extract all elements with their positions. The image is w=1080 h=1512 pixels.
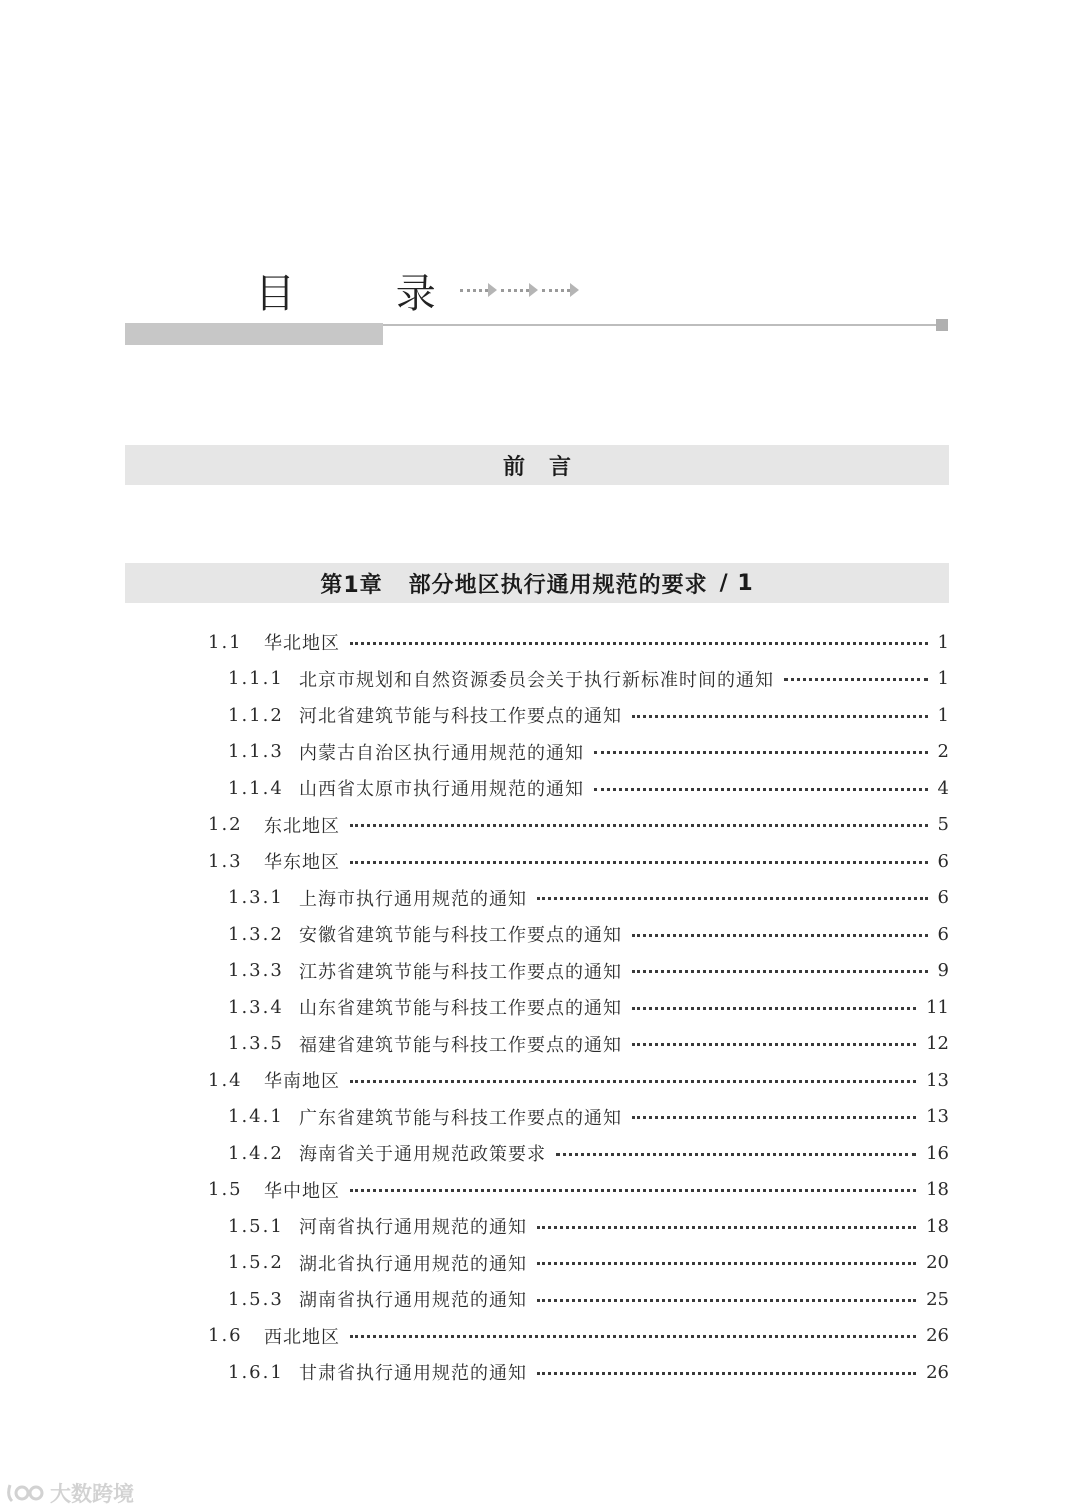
chapter-title: 部分地区执行通用规范的要求 — [408, 572, 708, 598]
toc-entry-page: 6 — [937, 887, 949, 908]
toc-entry-number: 1.3.5 — [228, 1033, 284, 1054]
toc-entry-label: 江苏省建筑节能与科技工作要点的通知 — [299, 961, 622, 983]
watermark — [6, 1478, 134, 1508]
toc-dot-leader — [556, 1153, 916, 1156]
toc-subsection-entry[interactable] — [228, 1099, 949, 1135]
toc-entry-label: 甘肃省执行通用规范的通知 — [299, 1363, 527, 1384]
toc-dot-leader — [784, 678, 928, 681]
arrow-right-icon — [542, 283, 579, 297]
title-rule-block — [125, 323, 383, 345]
toc-entry-label: 湖南省执行通用规范的通知 — [299, 1290, 527, 1311]
toc-entry-label: 湖北省执行通用规范的通知 — [299, 1253, 527, 1275]
toc-entry-page: 18 — [926, 1215, 949, 1237]
decorative-arrows — [460, 283, 579, 297]
toc-entry-number: 1.4.1 — [228, 1106, 284, 1127]
toc-entry-page: 1 — [937, 631, 949, 653]
toc-entry-page: 13 — [926, 1106, 949, 1127]
toc-entry-page: 9 — [937, 960, 949, 981]
toc-entry-page: 2 — [937, 741, 949, 762]
toc-entry-page: 25 — [926, 1288, 949, 1310]
arrow-right-icon — [501, 283, 538, 297]
toc-dot-leader — [350, 824, 928, 827]
toc-entry-label: 广东省建筑节能与科技工作要点的通知 — [299, 1107, 622, 1129]
watermark-text: 大数跨境 — [50, 1482, 134, 1506]
toc-entry-page: 1 — [937, 704, 949, 726]
preface-heading[interactable] — [125, 445, 949, 485]
toc-dot-leader — [537, 1372, 916, 1375]
toc-entry-label: 东北地区 — [264, 815, 340, 837]
toc-entry-number: 1.5 — [208, 1179, 243, 1200]
toc-section-entry[interactable] — [208, 1318, 949, 1354]
toc-dot-leader — [632, 1007, 916, 1010]
toc-entry-label: 北京市规划和自然资源委员会关于执行新标准时间的通知 — [299, 669, 774, 691]
toc-entry-page: 16 — [926, 1142, 949, 1164]
toc-dot-leader — [632, 970, 928, 973]
toc-subsection-entry[interactable] — [228, 1208, 949, 1244]
toc-entry-page: 5 — [937, 814, 949, 835]
toc-subsection-entry[interactable] — [228, 989, 949, 1025]
toc-entry-label: 安徽省建筑节能与科技工作要点的通知 — [299, 925, 622, 946]
toc-section-entry[interactable] — [208, 843, 949, 879]
toc-entry-number: 1.3.2 — [228, 923, 284, 945]
toc-subsection-entry[interactable] — [228, 661, 949, 697]
toc-subsection-entry[interactable] — [228, 1135, 949, 1171]
chapter-page: / 1 — [719, 570, 754, 596]
toc-subsection-entry[interactable] — [228, 953, 949, 989]
toc-entry-number: 1.2 — [208, 814, 243, 835]
toc-entry-page: 11 — [926, 996, 949, 1018]
toc-dot-leader — [632, 1043, 916, 1046]
toc-entry-label: 华中地区 — [264, 1180, 340, 1202]
toc-title-text: 目 录 — [255, 270, 480, 317]
toc-entry-number: 1.3 — [208, 850, 243, 872]
toc-entry-number: 1.1.4 — [228, 777, 284, 799]
toc-subsection-entry[interactable] — [228, 770, 949, 806]
toc-entry-number: 1.1.3 — [228, 741, 284, 762]
toc-entry-label: 海南省关于通用规范政策要求 — [299, 1144, 546, 1165]
toc-section-entry[interactable] — [208, 807, 949, 843]
toc-subsection-entry[interactable] — [228, 1281, 949, 1317]
toc-dot-leader — [350, 861, 928, 864]
toc-dot-leader — [350, 1080, 916, 1083]
toc-title — [255, 262, 579, 318]
toc-entry-label: 山西省太原市执行通用规范的通知 — [299, 779, 584, 800]
toc-entry-number: 1.1.2 — [228, 704, 284, 726]
toc-dot-leader — [537, 1262, 916, 1265]
toc-entry-number: 1.6.1 — [228, 1361, 284, 1383]
toc-dot-leader — [537, 1226, 916, 1229]
toc-entry-page: 1 — [937, 668, 949, 689]
toc-entry-number: 1.3.4 — [228, 996, 284, 1018]
toc-section-entry[interactable] — [208, 1062, 949, 1098]
toc-entry-page: 20 — [926, 1252, 949, 1273]
toc-section-entry[interactable] — [208, 1172, 949, 1208]
toc-subsection-entry[interactable] — [228, 734, 949, 770]
toc-entry-number: 1.5.2 — [228, 1252, 284, 1273]
toc-subsection-entry[interactable] — [228, 916, 949, 952]
toc-dot-leader — [537, 1299, 916, 1302]
toc-entry-page: 26 — [926, 1325, 949, 1346]
preface-label: 前言 — [502, 454, 595, 480]
toc-dot-leader — [632, 934, 928, 937]
toc-entry-number: 1.3.1 — [228, 887, 284, 908]
toc-entry-label: 华北地区 — [264, 633, 340, 654]
toc-dot-leader — [594, 788, 928, 791]
toc-entry-number: 1.1.1 — [228, 668, 284, 689]
toc-entry-number: 1.4.2 — [228, 1142, 284, 1164]
toc-entry-number: 1.6 — [208, 1325, 243, 1346]
toc-subsection-entry[interactable] — [228, 1245, 949, 1281]
toc-subsection-entry[interactable] — [228, 697, 949, 733]
toc-dot-leader — [350, 1189, 916, 1192]
toc-entry-page: 13 — [926, 1069, 949, 1091]
toc-entry-page: 26 — [926, 1361, 949, 1383]
toc-entry-label: 西北地区 — [264, 1326, 340, 1348]
toc-entry-label: 河南省执行通用规范的通知 — [299, 1217, 527, 1238]
toc-subsection-entry[interactable] — [228, 880, 949, 916]
toc-section-entry[interactable] — [208, 624, 949, 660]
toc-entry-page: 6 — [937, 850, 949, 872]
toc-entry-page: 12 — [926, 1033, 949, 1054]
toc-entry-number: 1.5.1 — [228, 1215, 284, 1237]
chapter-heading[interactable] — [125, 563, 949, 603]
toc-entry-label: 河北省建筑节能与科技工作要点的通知 — [299, 706, 622, 727]
toc-entry-label: 华东地区 — [264, 852, 340, 873]
toc-entry-number: 1.3.3 — [228, 960, 284, 981]
toc-entry-number: 1.5.3 — [228, 1288, 284, 1310]
toc-entry-label: 内蒙古自治区执行通用规范的通知 — [299, 742, 584, 764]
toc-dot-leader — [594, 751, 928, 754]
toc-entry-page: 18 — [926, 1179, 949, 1200]
toc-entry-number: 1.1 — [208, 631, 243, 653]
toc-entry-page: 6 — [937, 923, 949, 945]
toc-entry-page: 4 — [937, 777, 949, 799]
toc-subsection-entry[interactable] — [228, 1354, 949, 1390]
toc-entry-number: 1.4 — [208, 1069, 243, 1091]
toc-entry-label: 华南地区 — [264, 1071, 340, 1092]
chapter-number: 第1章 — [320, 572, 383, 598]
toc-dot-leader — [350, 1335, 916, 1338]
toc-dot-leader — [632, 715, 928, 718]
toc-entry-label: 福建省建筑节能与科技工作要点的通知 — [299, 1034, 622, 1056]
toc-entry-label: 山东省建筑节能与科技工作要点的通知 — [299, 998, 622, 1019]
toc-entry-label: 上海市执行通用规范的通知 — [299, 888, 527, 910]
toc-subsection-entry[interactable] — [228, 1026, 949, 1062]
title-rule-square — [936, 319, 948, 331]
toc-dot-leader — [350, 642, 928, 645]
toc-dot-leader — [537, 897, 928, 900]
toc-dot-leader — [632, 1116, 916, 1119]
watermark-logo-icon — [6, 1481, 46, 1505]
title-rule-line — [383, 324, 939, 326]
arrow-right-icon — [460, 283, 497, 297]
